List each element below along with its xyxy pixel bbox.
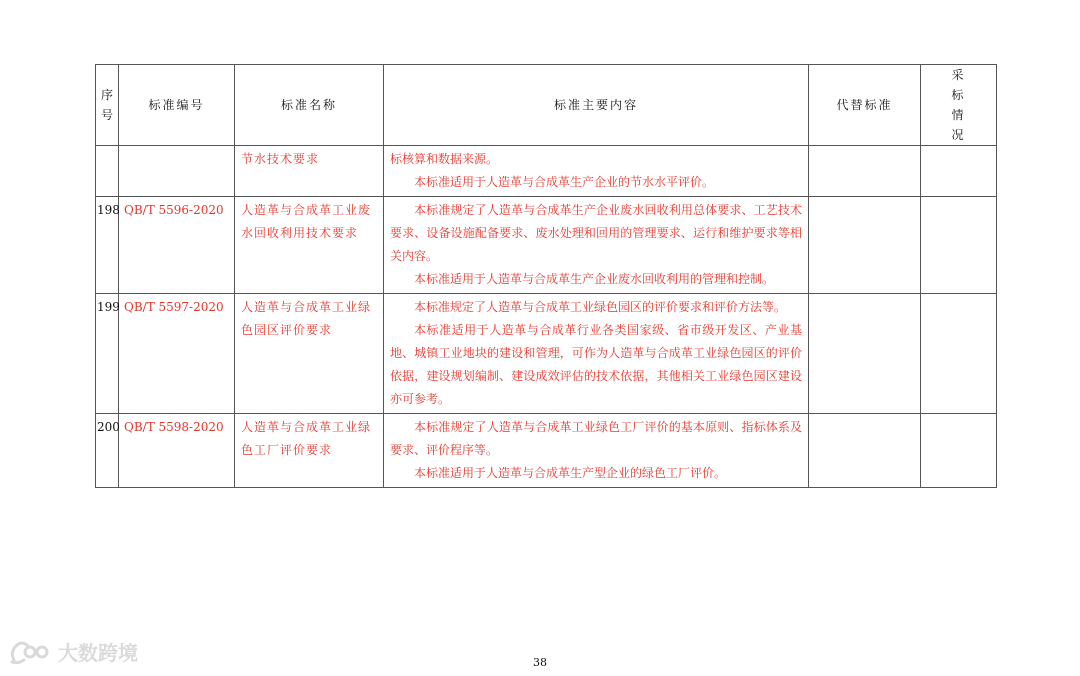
cell-content [384,294,809,414]
content-paragraph: 标核算和数据来源。 [390,152,499,166]
watermark [8,637,138,666]
cell-no [96,146,119,197]
table-row [96,197,997,294]
cell-code [119,146,235,197]
cell-code: QB/T 5597-2020 [119,294,235,414]
cell-name: 人造革与合成革工业绿色工厂评价要求 [235,414,384,488]
cell-no: 200 [96,414,119,488]
header-adoption-text: 采标情况 [951,68,966,142]
content-paragraph: 本标准适用于人造革与合成革行业各类国家级、省市级开发区、产业基地、城镇工业地块的建设和管理，可作为人造革与合成革工业绿色园区的评价依据，建设规划编制、建设成效评估的技术依据，其他相关工业绿色园区建设亦可参考。 [390,323,802,406]
cell-content [384,414,809,488]
cell-adopt [921,294,997,414]
header-serial-no [96,65,119,146]
table-header-row [96,65,997,146]
header-main-content: 标准主要内容 [384,65,809,146]
watermark-text: 大数跨境 [58,641,138,665]
content-paragraph: 本标准适用于人造革与合成革生产企业废水回收利用的管理和控制。 [414,272,775,286]
cell-adopt [921,146,997,197]
header-standard-code: 标准编号 [119,65,235,146]
cell-name: 人造革与合成革工业绿色园区评价要求 [235,294,384,414]
cell-adopt [921,414,997,488]
cell-replace [809,146,921,197]
cell-replace [809,294,921,414]
cell-content [384,146,809,197]
content-paragraph: 本标准规定了人造革与合成革生产企业废水回收利用总体要求、工艺技术要求、设备设施配备要求、废水处理和回用的管理要求、运行和维护要求等相关内容。 [390,203,802,263]
cell-replace [809,414,921,488]
header-adoption [921,65,997,146]
header-replaced-standard: 代替标准 [809,65,921,146]
cell-no: 199 [96,294,119,414]
table-row [96,294,997,414]
cell-name: 节水技术要求 [235,146,384,197]
content-paragraph: 本标准适用于人造革与合成革生产型企业的绿色工厂评价。 [414,466,727,480]
content-paragraph: 本标准规定了人造革与合成革工业绿色工厂评价的基本原则、指标体系及要求、评价程序等。 [390,420,802,457]
cell-code: QB/T 5598-2020 [119,414,235,488]
standards-table [95,64,997,488]
cell-replace [809,197,921,294]
page-number: 38 [533,656,547,669]
table-row-continuation [96,146,997,197]
cell-content [384,197,809,294]
header-standard-name: 标准名称 [235,65,384,146]
cell-no: 198 [96,197,119,294]
content-paragraph: 本标准规定了人造革与合成革工业绿色园区的评价要求和评价方法等。 [414,300,787,314]
table-row [96,414,997,488]
cell-code: QB/T 5596-2020 [119,197,235,294]
content-paragraph: 本标准适用于人造革与合成革生产企业的节水水平评价。 [414,175,715,189]
cell-adopt [921,197,997,294]
watermark-logo-icon [8,638,52,666]
header-serial-no-text: 序号 [101,88,114,122]
cell-name: 人造革与合成革工业废水回收利用技术要求 [235,197,384,294]
